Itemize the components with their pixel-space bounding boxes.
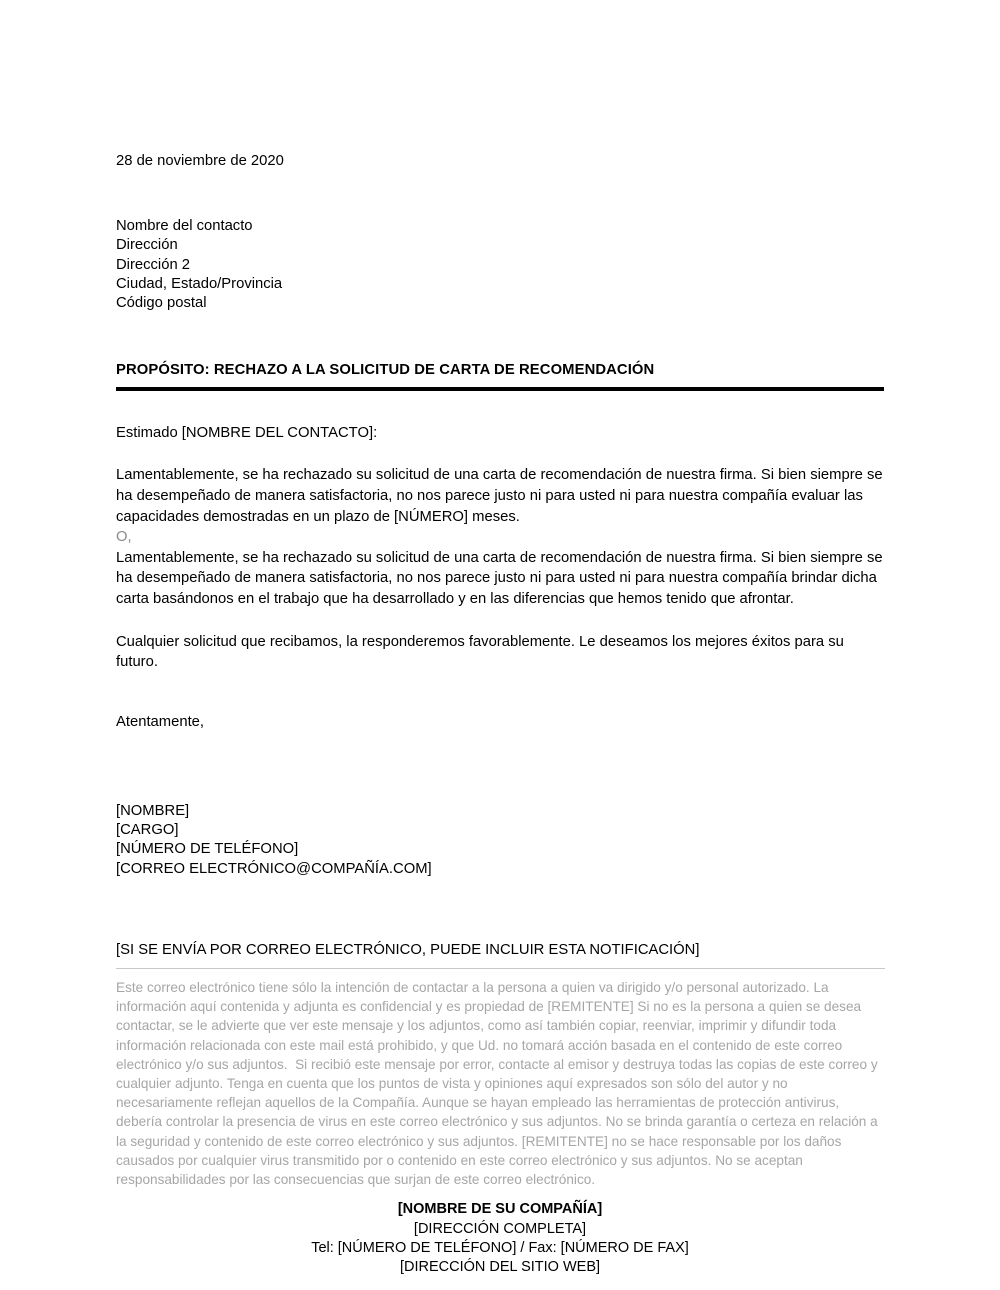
body-paragraph-3: Cualquier solicitud que recibamos, la responderemos favorablemente. Le deseamos los mejores éxitos para su futuro. xyxy=(116,633,844,671)
recipient-name: Nombre del contacto xyxy=(116,218,253,234)
body-paragraph-1: Lamentablemente, se ha rechazado su solicitud de una carta de recomendación de nuestra firma. Si bien siempre se ha desempeñado de manera satisfactoria, no nos parece justo ni para usted ni para nuestra compañía evaluar las capacidades demostradas en un plazo de [NÚMERO] meses. xyxy=(116,467,883,525)
alternative-separator: O, xyxy=(116,529,132,546)
email-notice-heading: [SI SE ENVÍA POR CORREO ELECTRÓNICO, PUEDE INCLUIR ESTA NOTIFICACIÓN] xyxy=(116,942,700,959)
recipient-address-1: Dirección xyxy=(116,237,178,254)
footer-company-name: [NOMBRE DE SU COMPAÑÍA] xyxy=(397,1201,603,1218)
notice-divider xyxy=(116,968,885,969)
signature-block xyxy=(116,802,884,879)
signature-title: [CARGO] xyxy=(116,822,179,839)
footer-contact: Tel: [NÚMERO DE TELÉFONO] / Fax: [NÚMERO DE FAX] xyxy=(311,1240,689,1257)
recipient-address-2: Dirección 2 xyxy=(116,256,191,273)
email-disclaimer-text: Este correo electrónico tiene sólo la intención de contactar a la persona a quien va dirigido y/o personal autorizado. La información aquí contenida y adjunta es confidencial y es propiedad de [REMITENTE] Si no es la persona a quien se desea contactar, se le advierte que ver este mensaje y los adjuntos, como así también copiar, reenviar, imprimir y difundir toda información relacionada con este mail está prohibido, y que Ud. no tomará acción basada en el contenido de este correo electrónico y/o sus adjuntos. Si recibió este mensaje por error, contacte al emisor y destruya todas las copias de este correo y cualquier adjunto. Tenga en cuenta que los puntos de vista y opiniones aquí expresados son sólo del autor y no necesariamente reflejan aquellos de la Compañía. Aunque se hayan empleado las herramientas de protección antivirus, debería controlar la presencia de virus en este correo electrónico y sus adjuntos. No se brinda garantía o certeza en relación a la seguridad y contenido de este correo electrónico y sus adjuntos. [REMITENTE] no se hace responsable por los daños causados por cualquier virus transmitido por o contenido en este correo electrónico y sus adjuntos. No se aceptan responsabilidades por las consecuencias que surjan de este correo electrónico. xyxy=(116,980,882,1188)
recipient-address-block xyxy=(116,217,884,313)
recipient-postal-code: Código postal xyxy=(116,295,207,312)
recipient-city-state: Ciudad, Estado/Provincia xyxy=(116,275,283,292)
body-paragraph-2: Lamentablemente, se ha rechazado su solicitud de una carta de recomendación de nuestra firma. Si bien siempre se ha desempeñado de manera satisfactoria, no nos parece justo ni para usted ni para nuestra compañía brindar dicha carta basándonos en el trabajo que ha desarrollado y en las diferencias que hemos tenido que afrontar. xyxy=(116,549,883,608)
subject-heading: PROPÓSITO: RECHAZO A LA SOLICITUD DE CARTA DE RECOMENDACIÓN xyxy=(116,362,655,379)
closing-salutation: Atentamente, xyxy=(116,713,205,730)
signature-phone: [NÚMERO DE TELÉFONO] xyxy=(116,841,299,858)
letter-date: 28 de noviembre de 2020 xyxy=(116,153,284,169)
salutation: Estimado [NOMBRE DEL CONTACTO]: xyxy=(116,425,378,442)
letter-body xyxy=(116,0,884,1278)
signature-email: [CORREO ELECTRÓNICO@COMPAÑÍA.COM] xyxy=(116,860,432,877)
footer-website: [DIRECCIÓN DEL SITIO WEB] xyxy=(399,1259,601,1276)
subject-divider xyxy=(116,387,884,391)
footer-address: [DIRECCIÓN COMPLETA] xyxy=(413,1220,587,1237)
company-footer xyxy=(116,1200,884,1278)
signature-name: [NOMBRE] xyxy=(116,802,190,819)
